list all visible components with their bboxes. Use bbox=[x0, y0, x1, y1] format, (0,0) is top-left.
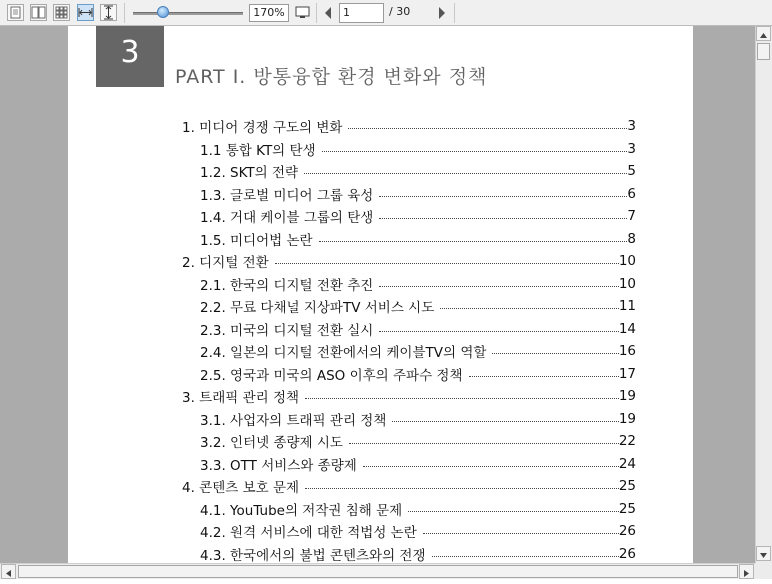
page-count-label: / 30 bbox=[389, 5, 411, 18]
toc-leader-dots bbox=[379, 218, 627, 219]
toc-entry-title: 4.1. YouTube의 저작권 침해 문제 bbox=[200, 502, 403, 519]
two-page-view-button[interactable] bbox=[30, 4, 47, 21]
part-title: PART Ⅰ. 방통융합 환경 변화와 정책 bbox=[175, 66, 488, 88]
toc-entry-title: 1.4. 거대 케이블 그룹의 탄생 bbox=[200, 210, 374, 226]
toc-entry-title: 4.3. 한국에서의 불법 콘텐츠와의 전쟁 bbox=[200, 547, 426, 563]
page-number-input[interactable]: 1 bbox=[339, 3, 384, 23]
toc-leader-dots bbox=[275, 263, 619, 264]
fit-width-icon bbox=[78, 5, 93, 20]
toc-entry-page: 5 bbox=[627, 163, 636, 179]
toc-entry-page: 11 bbox=[618, 298, 636, 314]
thumbnail-grid-icon bbox=[54, 5, 69, 20]
fit-height-button[interactable] bbox=[100, 4, 117, 21]
toc-entry-page: 10 bbox=[618, 275, 636, 292]
toc-entry-page: 25 bbox=[618, 478, 636, 494]
scroll-right-icon bbox=[740, 567, 753, 580]
zoom-level-field[interactable]: 170% bbox=[249, 4, 289, 22]
toc-entry-title: 2.3. 미국의 디지털 전환 실시 bbox=[200, 322, 374, 339]
toc-leader-dots bbox=[379, 331, 618, 332]
fit-height-icon bbox=[101, 5, 116, 20]
toc-entry-title: 1. 미디어 경쟁 구도의 변화 bbox=[182, 120, 343, 136]
toc-leader-dots bbox=[305, 398, 619, 399]
chapter-number-box: 3 bbox=[96, 26, 164, 87]
fullscreen-button[interactable] bbox=[294, 4, 311, 21]
toc-entry[interactable] bbox=[200, 431, 636, 451]
toc-entry[interactable] bbox=[200, 521, 636, 541]
toc-entry-title: 3.1. 사업자의 트래픽 관리 정책 bbox=[200, 412, 387, 429]
toc-entry-page: 24 bbox=[618, 455, 636, 472]
horizontal-scrollbar[interactable] bbox=[0, 563, 755, 579]
toc-entry-page: 8 bbox=[627, 230, 636, 247]
toc-entry-page: 22 bbox=[618, 433, 636, 449]
toc-entry[interactable] bbox=[200, 319, 636, 339]
toc-entry-title: 2.1. 한국의 디지털 전환 추진 bbox=[200, 277, 374, 294]
scroll-left-button[interactable] bbox=[1, 564, 16, 579]
toc-entry-page: 26 bbox=[618, 523, 636, 539]
toc-entry[interactable] bbox=[182, 251, 636, 271]
toc-leader-dots bbox=[304, 173, 627, 174]
toc-entry-title: 1.3. 글로벌 미디어 그룹 육성 bbox=[200, 187, 374, 204]
scroll-down-button[interactable] bbox=[756, 546, 771, 561]
toc-entry-title: 1.1 통합 KT의 탄생 bbox=[200, 142, 316, 159]
toc-entry-page: 6 bbox=[627, 185, 636, 202]
toc-entry-title: 3.2. 인터넷 종량제 시도 bbox=[200, 435, 343, 451]
toc-entry[interactable] bbox=[200, 364, 636, 384]
vertical-scroll-thumb[interactable] bbox=[757, 43, 770, 60]
toc-entry[interactable] bbox=[182, 476, 636, 496]
toc-leader-dots bbox=[319, 241, 628, 242]
zoom-slider-thumb[interactable] bbox=[157, 6, 169, 18]
toc-entry[interactable] bbox=[200, 139, 636, 159]
scrollbar-corner bbox=[755, 563, 772, 579]
toc-leader-dots bbox=[440, 308, 619, 309]
toc-entry-page: 19 bbox=[618, 410, 636, 427]
vertical-scrollbar[interactable] bbox=[755, 26, 772, 563]
toc-entry[interactable] bbox=[200, 206, 636, 226]
next-page-icon bbox=[436, 5, 448, 21]
toc-entry-title: 1.2. SKT의 전략 bbox=[200, 165, 299, 181]
toc-entry[interactable] bbox=[200, 409, 636, 429]
toc-leader-dots bbox=[363, 466, 619, 467]
toc-entry[interactable] bbox=[182, 116, 636, 136]
toc-entry-title: 2. 디지털 전환 bbox=[182, 255, 269, 271]
toc-entry-page: 17 bbox=[618, 365, 636, 382]
horizontal-scroll-thumb[interactable] bbox=[18, 565, 738, 578]
toc-entry-title: 4. 콘텐츠 보호 문제 bbox=[182, 480, 300, 496]
toc-leader-dots bbox=[469, 376, 619, 377]
toc-entry-page: 14 bbox=[618, 320, 636, 337]
toc-entry-title: 2.5. 영국과 미국의 ASO 이후의 주파수 정책 bbox=[200, 367, 463, 384]
single-page-icon bbox=[8, 5, 23, 20]
toc-entry-title: 2.4. 일본의 디지털 전환에서의 케이블TV의 역할 bbox=[200, 345, 487, 361]
toc-entry[interactable] bbox=[182, 386, 636, 406]
scroll-up-button[interactable] bbox=[756, 26, 771, 41]
prev-page-button[interactable] bbox=[322, 5, 334, 21]
toc-entry[interactable] bbox=[200, 274, 636, 294]
toc-leader-dots bbox=[392, 421, 618, 422]
toc-entry-title: 1.5. 미디어법 논란 bbox=[200, 232, 313, 249]
toc-leader-dots bbox=[348, 128, 627, 129]
toc-entry-title: 2.2. 무료 다채널 지상파TV 서비스 시도 bbox=[200, 300, 435, 316]
thumbnail-view-button[interactable] bbox=[53, 4, 70, 21]
toc-entry-title: 4.2. 원격 서비스에 대한 적법성 논란 bbox=[200, 525, 417, 541]
toc-entry-page: 3 bbox=[627, 140, 636, 157]
toc-entry[interactable] bbox=[200, 229, 636, 249]
toc-entry[interactable] bbox=[200, 544, 636, 564]
toc-entry[interactable] bbox=[200, 454, 636, 474]
scroll-left-icon bbox=[2, 567, 15, 580]
toc-entry-page: 10 bbox=[618, 253, 636, 269]
toc-entry-page: 25 bbox=[618, 500, 636, 517]
scroll-down-icon bbox=[757, 549, 770, 562]
toc-entry[interactable] bbox=[200, 499, 636, 519]
two-page-icon bbox=[31, 5, 46, 20]
toc-entry[interactable] bbox=[200, 296, 636, 316]
toc-entry-page: 7 bbox=[627, 208, 636, 224]
toc-entry-page: 26 bbox=[618, 545, 636, 562]
toc-entry[interactable] bbox=[200, 184, 636, 204]
toc-leader-dots bbox=[379, 286, 618, 287]
toc-entry-page: 3 bbox=[627, 118, 636, 134]
toc-leader-dots bbox=[432, 556, 619, 557]
fit-width-button[interactable] bbox=[77, 4, 94, 21]
toc-leader-dots bbox=[408, 511, 619, 512]
document-viewer[interactable] bbox=[0, 26, 755, 563]
toc-leader-dots bbox=[423, 533, 619, 534]
toc-entry[interactable] bbox=[200, 161, 636, 181]
scroll-up-icon bbox=[757, 29, 770, 42]
scroll-right-button[interactable] bbox=[739, 564, 754, 579]
prev-page-icon bbox=[322, 5, 334, 21]
toolbar bbox=[0, 0, 772, 26]
toc-leader-dots bbox=[349, 443, 619, 444]
toc-leader-dots bbox=[492, 353, 618, 354]
toc-entry-page: 19 bbox=[618, 388, 636, 404]
document-page bbox=[68, 26, 693, 563]
next-page-button[interactable] bbox=[436, 5, 448, 21]
single-page-view-button[interactable] bbox=[7, 4, 24, 21]
toc-entry-page: 16 bbox=[618, 343, 636, 359]
fullscreen-icon bbox=[294, 4, 311, 21]
toc-entry[interactable] bbox=[200, 341, 636, 361]
toc-leader-dots bbox=[322, 151, 628, 152]
toc-entry-title: 3. 트래픽 관리 정책 bbox=[182, 390, 300, 406]
zoom-slider-track[interactable] bbox=[133, 12, 243, 15]
toc-entry-title: 3.3. OTT 서비스와 종량제 bbox=[200, 457, 357, 474]
toc-leader-dots bbox=[379, 196, 627, 197]
toc-leader-dots bbox=[305, 488, 619, 489]
